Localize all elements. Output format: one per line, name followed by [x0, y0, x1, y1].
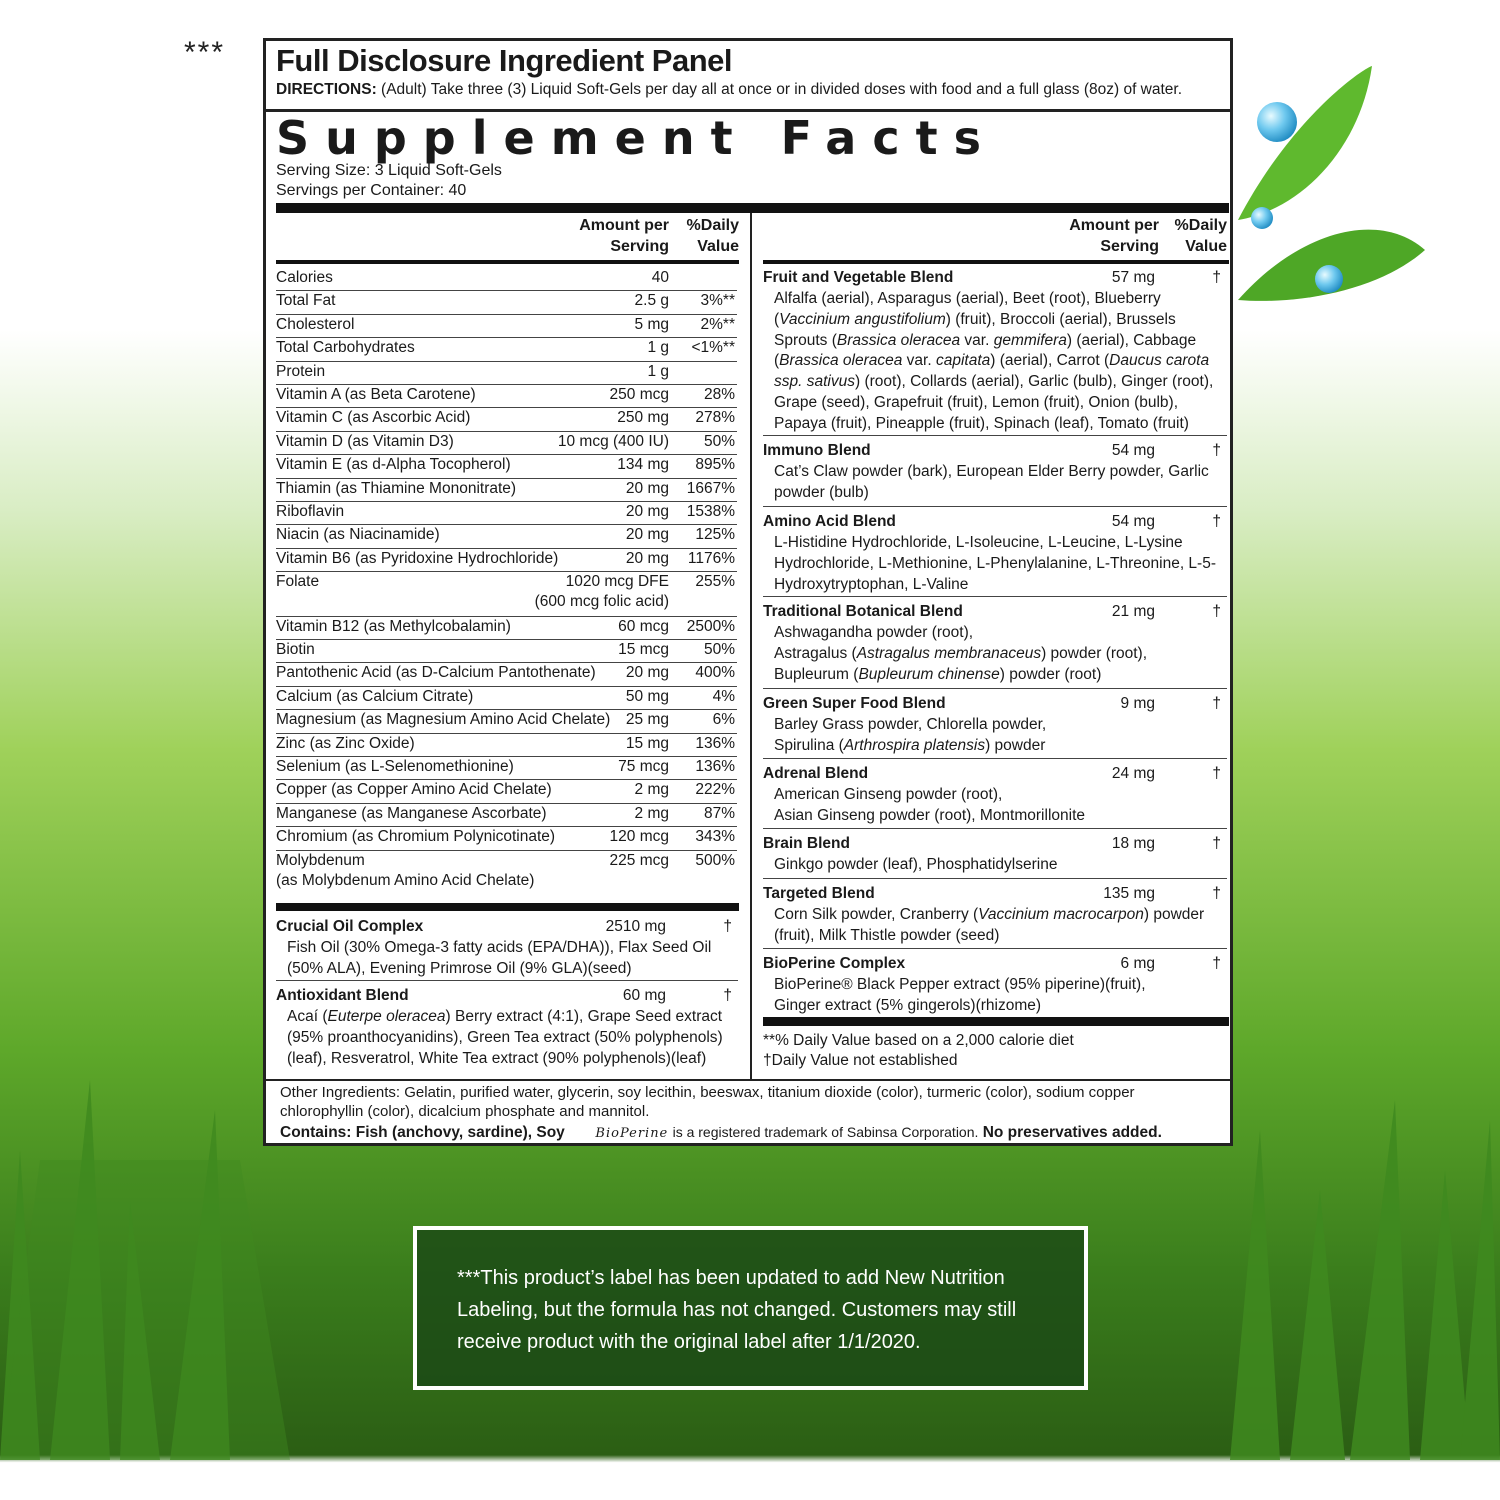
blend-divider: [763, 828, 1227, 829]
water-drop-icon: [1315, 265, 1343, 293]
nutrient-name: Manganese (as Manganese Ascorbate): [276, 804, 547, 822]
ingredient-panel: [263, 38, 1233, 1146]
nutrient-dv: 3%**: [700, 292, 735, 310]
nutrient-amount: 50 mg: [625, 687, 669, 705]
nutrient-name: Selenium (as L-Selenomethionine): [276, 758, 514, 776]
nutrient-amount: 15 mcg: [618, 641, 669, 659]
nutrient-row: [276, 524, 737, 548]
nutrient-dv: 1538%: [686, 503, 735, 520]
nutrient-dv: 2%**: [700, 315, 735, 333]
nutrient-amount: 134 mg: [617, 456, 669, 474]
nutrient-row: [276, 290, 737, 314]
nutrient-row: [276, 686, 737, 710]
blend-divider: [276, 980, 738, 981]
nutrient-dv: 343%: [695, 828, 735, 846]
nutrient-row: [276, 478, 737, 502]
blend-ingredients: Fish Oil (30% Omega-3 fatty acids (EPA/DHA)), Flax Seed Oil (50% ALA), Evening Primrose Oil (9% GLA)(seed): [287, 939, 712, 977]
nutrient-amount: 2 mg: [634, 804, 669, 822]
nutrient-dv: 255%: [695, 573, 735, 591]
nutrient-dv: 6%: [712, 711, 735, 729]
serving-info: Serving Size: 3 Liquid Soft-Gels Servings per Container: 40: [276, 162, 502, 199]
asterisk-marker: ***: [184, 36, 226, 69]
nutrient-dv: 2500%: [686, 617, 735, 635]
nutrient-dv: 87%: [703, 804, 735, 822]
blend-ingredients: American Ginseng powder (root), Asian Ginseng powder (root), Montmorillonite: [774, 786, 1085, 824]
dagger-mark: †: [1212, 835, 1221, 852]
nutrient-row: [276, 616, 737, 640]
water-drop-icon: [1257, 102, 1297, 142]
blend-amount: 54 mg: [1111, 513, 1155, 530]
nutrient-name: Calories: [276, 269, 333, 286]
blend-amount: 57 mg: [1111, 269, 1155, 286]
nutrient-name: Vitamin D (as Vitamin D3): [276, 432, 454, 450]
nutrient-row: [276, 756, 737, 780]
nutrient-row: [276, 826, 737, 850]
divider-thick-left: [276, 903, 739, 911]
nutrient-row: [276, 779, 737, 803]
blend-ingredients: Ashwagandha powder (root), Astragalus (Astragalus membranaceus) powder (root), Bupleurum (Bupleurum chinense) powder (root): [774, 624, 1148, 683]
blend-divider: [763, 948, 1227, 949]
directions: DIRECTIONS: (Adult) Take three (3) Liquid Soft-Gels per day all at once or in divided doses with food and a full glass (8oz) of water.: [276, 81, 1183, 98]
blend-amount: 6 mg: [1120, 955, 1155, 972]
dagger-mark: †: [1212, 695, 1221, 712]
nutrient-name: Protein: [276, 362, 326, 380]
nutrient-name: Biotin: [276, 641, 315, 659]
dagger-mark: †: [723, 918, 732, 935]
blend-name: BioPerine Complex: [763, 955, 906, 972]
divider-medium: [276, 260, 739, 264]
blend-ingredients: Cat’s Claw powder (bark), European Elder Berry powder, Garlic powder (bulb): [774, 463, 1209, 501]
allergen-statement: Contains: Fish (anchovy, sardine), Soy BioPerine is a registered trademark of Sabinsa Corporation. No preservatives added.: [280, 1124, 1162, 1141]
nutrient-amount: 250 mcg: [609, 386, 669, 403]
nutrient-name: Total Fat: [276, 292, 336, 310]
nutrient-name: Vitamin E (as d-Alpha Tocopherol): [276, 456, 511, 474]
nutrient-dv: 4%: [712, 687, 735, 705]
blend-amount: 135 mg: [1103, 885, 1155, 902]
nutrient-dv: <1%**: [691, 339, 735, 357]
dagger-mark: †: [1212, 603, 1221, 620]
nutrient-row: [276, 431, 737, 455]
nutrient-row: [276, 850, 737, 894]
nutrient-name: Calcium (as Calcium Citrate): [276, 687, 474, 705]
water-drop-icon: [1251, 207, 1273, 229]
nutrient-dv: 136%: [695, 758, 735, 776]
nutrient-row: [276, 384, 737, 408]
blend-amount: 2510 mg: [605, 918, 666, 935]
nutrient-name: Chromium (as Chromium Polynicotinate): [276, 828, 556, 846]
blend-ingredients: Acaí (Euterpe oleracea) Berry extract (4:1), Grape Seed extract (95% proanthocyanidins), Green Tea extract (50% polyphenols) (leaf), Resveratrol, White Tea extract (90% polyphenols)(leaf): [287, 1008, 723, 1067]
nutrient-name-detail: (as Molybdenum Amino Acid Chelate): [276, 871, 535, 889]
nutrient-row: [276, 639, 737, 663]
nutrient-dv: 28%: [703, 386, 735, 403]
blend-name: Brain Blend: [763, 835, 850, 852]
nutrient-name: Cholesterol: [276, 315, 355, 333]
nutrient-amount: 10 mcg (400 IU): [557, 432, 669, 450]
nutrient-row: [276, 571, 737, 616]
nutrient-dv: 895%: [695, 456, 735, 474]
blend-ingredients: Ginkgo powder (leaf), Phosphatidylserine: [774, 856, 1058, 873]
nutrient-row: [276, 407, 737, 431]
divider-thick: [276, 203, 1229, 213]
blend-divider: [763, 758, 1227, 759]
nutrient-name: Zinc (as Zinc Oxide): [276, 734, 415, 752]
blend-ingredients: Corn Silk powder, Cranberry (Vaccinium macrocarpon) powder (fruit), Milk Thistle powder (seed): [774, 906, 1205, 944]
nutrient-dv: 125%: [695, 526, 735, 544]
dv-footnote: **% Daily Value based on a 2,000 calorie diet: [763, 1032, 1074, 1049]
dagger-mark: †: [1212, 955, 1221, 972]
nutrient-amount: 5 mg: [634, 315, 669, 333]
nutrient-name: Folate: [276, 573, 320, 591]
blend-ingredients: Alfalfa (aerial), Asparagus (aerial), Beet (root), Blueberry (Vaccinium angustifolium) (fruit), Broccoli (aerial), Brussels Sprouts (Brassica oleracea var. gemmifera) (aerial), Cabbage (Brassica oleracea var. capitata) (aerial), Carrot (Daucus carota ssp. sativus) (root), Collards (aerial), Garlic (bulb), Ginger (root), Grape (seed), Grapefruit (fruit), Lemon (fruit), Onion (bulb), Papaya (fruit), Pineapple (fruit), Spinach (leaf), Tomato (fruit): [774, 290, 1214, 432]
nutrient-amount: 75 mcg: [618, 758, 669, 776]
nutrient-name: Riboflavin: [276, 503, 345, 520]
blend-ingredients: Barley Grass powder, Chlorella powder, Spirulina (Arthrospira platensis) powder: [774, 716, 1047, 754]
nutrient-amount: 20 mg: [625, 503, 669, 520]
nutrient-row: [276, 501, 737, 525]
blend-amount: 24 mg: [1111, 765, 1155, 782]
blend-name: Green Super Food Blend: [763, 695, 946, 712]
nutrient-row: [276, 662, 737, 686]
dagger-mark: †: [1212, 765, 1221, 782]
blend-amount: 9 mg: [1120, 695, 1155, 712]
nutrient-amount: 20 mg: [625, 479, 669, 497]
nutrient-dv: 278%: [695, 409, 735, 427]
blend-amount: 21 mg: [1111, 603, 1155, 620]
nutrient-name: Copper (as Copper Amino Acid Chelate): [276, 781, 552, 799]
nutrient-name: Vitamin C (as Ascorbic Acid): [276, 409, 471, 427]
nutrient-name: Molybdenum: [276, 851, 365, 869]
nutrient-name: Niacin (as Niacinamide): [276, 526, 440, 544]
nutrient-dv: 500%: [695, 851, 735, 869]
nutrient-dv: 1176%: [687, 549, 735, 567]
nutrient-amount: 15 mg: [625, 734, 669, 752]
nutrient-name: Thiamin (as Thiamine Mononitrate): [276, 479, 517, 497]
dagger-mark: †: [1212, 442, 1221, 459]
not-established-footnote: †Daily Value not established: [763, 1052, 958, 1069]
nutrient-amount: 250 mg: [617, 409, 669, 427]
blend-ingredients: L-Histidine Hydrochloride, L-Isoleucine, L-Leucine, L-Lysine Hydrochloride, L-Methionine, L-Phenylalanine, L-Threonine, L-5-Hydroxytryptophan, L-Valine: [774, 534, 1216, 593]
amount-column-header-right: Amount per Serving: [1069, 217, 1159, 255]
blend-divider: [763, 596, 1227, 597]
blend-name: Amino Acid Blend: [763, 513, 896, 530]
nutrient-dv: 136%: [695, 734, 735, 752]
blend-amount: 54 mg: [1111, 442, 1155, 459]
nutrient-row: [276, 361, 737, 385]
panel-title: Full Disclosure Ingredient Panel: [276, 43, 732, 78]
divider-other: [266, 1079, 1230, 1081]
label-update-notice: ***This product’s label has been updated to add New Nutrition Labeling, but the formula has not changed. Customers may still receive product with the original label after 1/1/2020.: [413, 1226, 1088, 1390]
nutrient-row: [276, 548, 737, 572]
dagger-mark: †: [1212, 885, 1221, 902]
nutrient-amount: 25 mg: [625, 711, 669, 729]
nutrient-row: [276, 337, 737, 361]
blend-divider: [763, 688, 1227, 689]
nutrient-name: Vitamin B12 (as Methylcobalamin): [276, 617, 511, 635]
bioperine-logo: BioPerine: [595, 1126, 669, 1141]
nutrient-row: [276, 267, 737, 291]
blend-name: Adrenal Blend: [763, 765, 869, 782]
supplement-facts-title: Supplement Facts: [276, 111, 997, 165]
nutrient-row: [276, 709, 737, 733]
nutrient-name: Vitamin A (as Beta Carotene): [276, 386, 476, 403]
amount-column-header: Amount per Serving: [579, 217, 669, 255]
nutrient-name: Vitamin B6 (as Pyridoxine Hydrochloride): [276, 549, 559, 567]
nutrient-amount: 2 mg: [634, 781, 669, 799]
nutrient-amount-detail: (600 mcg folic acid): [534, 593, 669, 611]
dagger-mark: †: [1212, 269, 1221, 286]
nutrient-amount: 225 mcg: [609, 851, 669, 869]
nutrient-amount: 40: [651, 269, 669, 286]
blend-name: Crucial Oil Complex: [276, 918, 424, 935]
nutrient-amount: 20 mg: [625, 664, 669, 682]
nutrient-row: [276, 314, 737, 338]
nutrient-amount: 20 mg: [625, 526, 669, 544]
nutrient-amount: 120 mcg: [609, 828, 669, 846]
column-divider: [750, 213, 752, 1079]
blend-divider: [763, 878, 1227, 879]
dagger-mark: †: [1212, 513, 1221, 530]
nutrient-amount: 60 mcg: [618, 617, 669, 635]
nutrient-amount: 1 g: [647, 339, 669, 357]
nutrient-dv: 400%: [695, 664, 735, 682]
dv-column-header: %Daily Value: [686, 217, 739, 255]
nutrient-name: Magnesium (as Magnesium Amino Acid Chelate): [276, 711, 611, 729]
nutrient-dv: 50%: [703, 432, 735, 450]
nutrient-row: [276, 733, 737, 757]
nutrient-dv: 1667%: [686, 479, 735, 497]
other-ingredients: Other Ingredients: Gelatin, purified water, glycerin, soy lecithin, beeswax, titanium dioxide (color), turmeric (color), sodium copper chlorophyllin (color), dicalcium phosphate and mannitol.: [280, 1084, 1135, 1120]
nutrient-dv: 50%: [703, 641, 735, 659]
nutrient-row: [276, 803, 737, 827]
blend-name: Antioxidant Blend: [276, 987, 409, 1004]
divider-thick-right: [763, 1017, 1229, 1026]
dv-column-header-right: %Daily Value: [1174, 217, 1227, 255]
nutrient-name: Pantothenic Acid (as D-Calcium Pantothenate): [276, 664, 596, 682]
divider-medium-right: [763, 260, 1229, 264]
blend-name: Fruit and Vegetable Blend: [763, 269, 954, 286]
blend-amount: 60 mg: [622, 987, 666, 1004]
blend-amount: 18 mg: [1111, 835, 1155, 852]
nutrient-amount: 1020 mcg DFE: [565, 573, 669, 591]
panel-header: [266, 41, 1230, 112]
nutrient-dv: 222%: [695, 781, 735, 799]
blend-name: Targeted Blend: [763, 885, 875, 902]
blend-name: Traditional Botanical Blend: [763, 603, 963, 620]
nutrient-name: Total Carbohydrates: [276, 339, 415, 357]
nutrient-amount: 20 mg: [625, 549, 669, 567]
nutrient-amount: 1 g: [647, 362, 669, 380]
nutrient-amount: 2.5 g: [634, 292, 669, 310]
blend-ingredients: BioPerine® Black Pepper extract (95% piperine)(fruit), Ginger extract (5% gingerols)(rhizome): [774, 976, 1146, 1014]
dagger-mark: †: [723, 987, 732, 1004]
blend-divider: [763, 506, 1227, 507]
nutrient-row: [276, 454, 737, 478]
blend-name: Immuno Blend: [763, 442, 871, 459]
blend-divider: [763, 435, 1227, 436]
footnotes: [763, 1031, 1074, 1071]
